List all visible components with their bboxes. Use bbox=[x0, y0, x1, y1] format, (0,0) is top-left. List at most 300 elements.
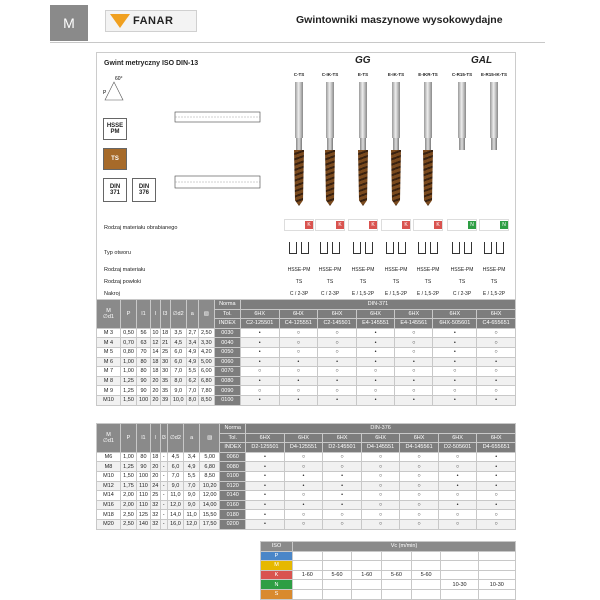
table-cell: 7,0 bbox=[167, 471, 183, 481]
availability-cell: • bbox=[395, 395, 433, 405]
availability-cell: • bbox=[323, 471, 362, 481]
availability-cell: • bbox=[477, 500, 516, 510]
col-header: a bbox=[184, 424, 200, 453]
coating-value: TS bbox=[424, 279, 432, 285]
brand-logo bbox=[105, 10, 197, 32]
availability-cell: • bbox=[433, 395, 477, 405]
table-cell: 35 bbox=[162, 387, 169, 394]
table-cell: 20 bbox=[152, 397, 159, 404]
table-cell: M16 bbox=[97, 500, 121, 510]
index-cell: 0100 bbox=[220, 471, 246, 481]
vc-cell: 10-30 bbox=[441, 580, 478, 590]
table-row bbox=[97, 395, 516, 405]
availability-cell: • bbox=[246, 500, 285, 510]
col-header: ∅d2 bbox=[167, 424, 183, 453]
norma-label: Norma bbox=[220, 424, 246, 434]
table-cell: 2,50 bbox=[121, 510, 137, 520]
availability-cell: ○ bbox=[400, 510, 439, 520]
iso-cell: S bbox=[261, 589, 293, 599]
table-cell: 15,50 bbox=[200, 510, 220, 520]
coating-value: TS bbox=[359, 279, 367, 285]
table-cell: 100 bbox=[137, 395, 151, 405]
hole-type-label: Typ otworu bbox=[104, 250, 131, 256]
availability-cell: ○ bbox=[477, 510, 516, 520]
index-cell: 0050 bbox=[214, 347, 240, 357]
tool-code: D2-505601 bbox=[438, 443, 477, 453]
col-header: ∅d2 bbox=[170, 300, 186, 329]
iso-cell: P bbox=[261, 551, 293, 561]
availability-cell: • bbox=[477, 452, 516, 462]
vc-cell bbox=[478, 589, 515, 599]
tap-image bbox=[324, 82, 336, 214]
availability-cell: • bbox=[279, 357, 318, 367]
col-m: M ∅d1 bbox=[97, 424, 121, 453]
vc-header: Vc (m/min) bbox=[293, 542, 516, 552]
table-cell: M20 bbox=[97, 519, 121, 529]
hole-type-icon bbox=[289, 242, 319, 258]
pitch-label: P bbox=[103, 90, 107, 96]
tool-code: 6HX-505601 bbox=[433, 319, 477, 329]
availability-cell: • bbox=[395, 357, 433, 367]
table-cell: 70 bbox=[137, 347, 151, 357]
vc-table bbox=[260, 541, 516, 600]
section-tab bbox=[50, 5, 88, 41]
sharpening-value: C / 2-3P bbox=[320, 291, 340, 297]
din-371-table bbox=[96, 299, 516, 406]
table-cell: 80 bbox=[137, 452, 151, 462]
table-cell: 12,0 bbox=[167, 500, 183, 510]
table-cell: 8,0 bbox=[170, 376, 186, 386]
table-cell: M10 bbox=[97, 471, 121, 481]
material-icon: K bbox=[434, 221, 442, 229]
divider bbox=[50, 42, 545, 43]
table-cell: 25 bbox=[162, 349, 169, 356]
table-cell: 30 bbox=[162, 368, 169, 375]
availability-cell: • bbox=[356, 357, 394, 367]
table-cell: 20 bbox=[152, 473, 159, 480]
table-cell: 2,50 bbox=[198, 328, 214, 338]
availability-cell: ○ bbox=[361, 500, 400, 510]
index-cell: 0080 bbox=[214, 376, 240, 386]
index-cell: 0100 bbox=[214, 395, 240, 405]
col-header: P bbox=[121, 424, 137, 453]
availability-cell: • bbox=[356, 376, 394, 386]
tool-code: E4-145551 bbox=[356, 319, 394, 329]
availability-cell: • bbox=[323, 500, 362, 510]
table-cell: 9,0 bbox=[167, 481, 183, 491]
tool-code: D2-145501 bbox=[323, 443, 362, 453]
tol-value: 6HX bbox=[361, 433, 400, 443]
availability-cell: • bbox=[433, 347, 477, 357]
vc-cell bbox=[478, 551, 515, 561]
col-header: ▧ bbox=[198, 300, 214, 329]
table-cell: 39 bbox=[162, 397, 169, 404]
table-cell: 1,25 bbox=[121, 462, 137, 472]
availability-cell: ○ bbox=[279, 367, 318, 377]
tool-code: D4-145561 bbox=[400, 443, 439, 453]
logo-mark bbox=[110, 14, 130, 28]
availability-cell: ○ bbox=[400, 471, 439, 481]
availability-cell: • bbox=[433, 338, 477, 348]
tool-code-c-r15-ts: C-R15-TS bbox=[451, 72, 473, 77]
vc-row bbox=[261, 580, 516, 590]
material-type-value: HSSE-PM bbox=[351, 267, 375, 273]
table-row bbox=[97, 357, 516, 367]
table-cell: 32 bbox=[152, 502, 159, 509]
material-icon: N bbox=[468, 221, 476, 229]
page-title: Gwintowniki maszynowe wysokowydajne bbox=[296, 14, 503, 26]
col-header: l3 bbox=[160, 300, 170, 329]
availability-cell: • bbox=[246, 491, 285, 501]
table-cell: M14 bbox=[97, 491, 121, 501]
din-371-badge: DIN 371 bbox=[103, 178, 127, 202]
tool-code-e-ik-ts: E-IK-TS bbox=[387, 72, 405, 77]
tool-code: D4-145551 bbox=[361, 443, 400, 453]
index-cell: 0030 bbox=[214, 328, 240, 338]
table-cell: 18 bbox=[152, 454, 159, 461]
coating-value: TS bbox=[295, 279, 303, 285]
tol-value: 6HX bbox=[323, 433, 362, 443]
availability-cell: ○ bbox=[240, 386, 279, 396]
table-cell: 7,0 bbox=[170, 367, 186, 377]
availability-cell: • bbox=[240, 395, 279, 405]
sharpening-value: E / 1,5-2P bbox=[384, 291, 408, 297]
table-cell: 2,00 bbox=[121, 500, 137, 510]
availability-cell: ○ bbox=[438, 510, 477, 520]
group-gg-label: GG bbox=[355, 55, 371, 66]
col-header: l bbox=[151, 300, 161, 329]
norma-label: Norma bbox=[214, 300, 240, 310]
table-cell: 14 bbox=[152, 349, 159, 356]
table-cell: 12,0 bbox=[184, 519, 200, 529]
material-type-label: Rodzaj materiału bbox=[104, 267, 146, 273]
vc-cell bbox=[322, 580, 352, 590]
availability-cell: ○ bbox=[361, 452, 400, 462]
availability-cell: • bbox=[477, 395, 516, 405]
tol-value: 6HX bbox=[279, 309, 318, 319]
table-cell: 6,0 bbox=[170, 357, 186, 367]
table-cell: 5,5 bbox=[184, 471, 200, 481]
table-cell: 5,5 bbox=[186, 367, 198, 377]
table-cell: - bbox=[160, 519, 167, 529]
vc-cell: 1-60 bbox=[352, 570, 382, 580]
availability-cell: ○ bbox=[395, 367, 433, 377]
thread-profile-icon bbox=[105, 82, 123, 100]
table-cell: 8,50 bbox=[198, 395, 214, 405]
table-cell: 18 bbox=[162, 330, 169, 337]
index-cell: 0080 bbox=[220, 462, 246, 472]
material-icon: K bbox=[369, 221, 377, 229]
hole-type-icon bbox=[452, 242, 482, 258]
tol-value: 6HX bbox=[240, 309, 279, 319]
table-cell: 2,50 bbox=[121, 519, 137, 529]
availability-cell: • bbox=[356, 347, 394, 357]
sharpening-value: E / 1,5-2P bbox=[351, 291, 375, 297]
availability-cell: ○ bbox=[361, 519, 400, 529]
table-cell: - bbox=[160, 471, 167, 481]
availability-cell: • bbox=[246, 471, 285, 481]
availability-cell: • bbox=[246, 481, 285, 491]
table-row bbox=[97, 452, 516, 462]
table-cell: 4,5 bbox=[167, 452, 183, 462]
iso-cell: N bbox=[261, 580, 293, 590]
vc-cell bbox=[441, 561, 478, 571]
table-cell: 140 bbox=[137, 519, 151, 529]
hsse-pm-badge: HSSE PM bbox=[103, 118, 127, 140]
table-row bbox=[97, 462, 516, 472]
table-cell: 6,80 bbox=[200, 462, 220, 472]
availability-cell: • bbox=[246, 510, 285, 520]
index-cell: 0140 bbox=[220, 491, 246, 501]
table-cell: M 7 bbox=[97, 367, 121, 377]
table-cell: 7,0 bbox=[184, 481, 200, 491]
col-header: l1 bbox=[137, 300, 151, 329]
availability-cell: ○ bbox=[477, 386, 516, 396]
tool-code: D2-125501 bbox=[246, 443, 285, 453]
vc-row bbox=[261, 551, 516, 561]
norma-value: DIN-376 bbox=[246, 424, 516, 434]
vc-cell bbox=[352, 561, 382, 571]
table-cell: 12,00 bbox=[200, 491, 220, 501]
availability-cell: ○ bbox=[433, 367, 477, 377]
coating-label: Rodzaj powłoki bbox=[104, 279, 141, 285]
availability-cell: • bbox=[433, 376, 477, 386]
tool-code-e-ts: E-TS bbox=[357, 72, 369, 77]
availability-cell: ○ bbox=[284, 491, 323, 501]
availability-cell: ○ bbox=[361, 462, 400, 472]
material-type-value: HSSE-PM bbox=[287, 267, 311, 273]
col-m: M ∅d1 bbox=[97, 300, 121, 329]
availability-cell: ○ bbox=[395, 338, 433, 348]
vc-cell bbox=[441, 589, 478, 599]
availability-cell: ○ bbox=[400, 452, 439, 462]
table-cell: 24 bbox=[152, 482, 159, 489]
vc-row bbox=[261, 570, 516, 580]
iso-cell: M bbox=[261, 561, 293, 571]
sharpening-value: E / 1,5-2P bbox=[416, 291, 440, 297]
table-cell: 6,00 bbox=[198, 367, 214, 377]
sharpening-value: E / 1,5-2P bbox=[482, 291, 506, 297]
din-376-badge: DIN 376 bbox=[132, 178, 156, 202]
vc-cell bbox=[293, 561, 323, 571]
tap-image bbox=[357, 82, 369, 214]
brand-name: FANAR bbox=[133, 15, 174, 27]
vc-cell bbox=[478, 570, 515, 580]
index-cell: 0070 bbox=[214, 367, 240, 377]
table-cell: - bbox=[160, 462, 167, 472]
table-cell: M 6 bbox=[97, 357, 121, 367]
index-label: INDEX bbox=[220, 443, 246, 453]
availability-cell: ○ bbox=[400, 462, 439, 472]
table-row bbox=[97, 491, 516, 501]
table-cell: 25 bbox=[152, 492, 159, 499]
availability-cell: ○ bbox=[361, 491, 400, 501]
vc-cell bbox=[352, 580, 382, 590]
table-cell: M12 bbox=[97, 481, 121, 491]
availability-cell: • bbox=[284, 481, 323, 491]
din-376-table bbox=[96, 423, 516, 530]
table-cell: 17,50 bbox=[200, 519, 220, 529]
availability-cell: ○ bbox=[318, 367, 357, 377]
vc-cell: 5-60 bbox=[382, 570, 412, 580]
table-cell: 18 bbox=[152, 358, 159, 365]
tol-label: Tol. bbox=[214, 309, 240, 319]
table-cell: 7,0 bbox=[186, 386, 198, 396]
index-cell: 0160 bbox=[220, 500, 246, 510]
availability-cell: • bbox=[356, 338, 394, 348]
table-cell: 3,4 bbox=[184, 452, 200, 462]
availability-cell: ○ bbox=[323, 452, 362, 462]
tol-value: 6HX bbox=[318, 309, 357, 319]
table-row bbox=[97, 471, 516, 481]
table-cell: 125 bbox=[137, 510, 151, 520]
vc-row bbox=[261, 589, 516, 599]
angle-label: 60° bbox=[115, 76, 123, 82]
availability-cell: ○ bbox=[240, 367, 279, 377]
table-cell: 14,0 bbox=[167, 510, 183, 520]
table-cell: 80 bbox=[137, 357, 151, 367]
availability-cell: ○ bbox=[323, 519, 362, 529]
table-cell: 90 bbox=[137, 462, 151, 472]
availability-cell: ○ bbox=[318, 386, 357, 396]
availability-cell: ○ bbox=[433, 386, 477, 396]
table-cell: 2,00 bbox=[121, 491, 137, 501]
table-cell: 0,80 bbox=[121, 347, 137, 357]
availability-cell: • bbox=[356, 328, 394, 338]
availability-cell: • bbox=[284, 471, 323, 481]
table-cell: M 8 bbox=[97, 376, 121, 386]
availability-cell: • bbox=[477, 376, 516, 386]
table-cell: 20 bbox=[152, 387, 159, 394]
table-cell: 8,0 bbox=[186, 395, 198, 405]
availability-cell: • bbox=[246, 452, 285, 462]
table-cell: 18 bbox=[152, 368, 159, 375]
ts-coating-badge: TS bbox=[103, 148, 127, 170]
tool-code: D4-655651 bbox=[477, 443, 516, 453]
table-cell: 110 bbox=[137, 491, 151, 501]
tol-value: 6HX bbox=[477, 309, 516, 319]
tol-value: 6HX bbox=[284, 433, 323, 443]
availability-cell: • bbox=[438, 471, 477, 481]
table-row bbox=[97, 338, 516, 348]
table-cell: M 4 bbox=[97, 338, 121, 348]
index-cell: 0040 bbox=[214, 338, 240, 348]
material-icon: N bbox=[500, 221, 508, 229]
table-cell: 2,7 bbox=[186, 328, 198, 338]
vc-cell bbox=[382, 561, 412, 571]
table-cell: 1,00 bbox=[121, 357, 137, 367]
table-row bbox=[97, 367, 516, 377]
availability-cell: ○ bbox=[284, 452, 323, 462]
table-cell: 1,25 bbox=[121, 386, 137, 396]
vc-cell bbox=[441, 551, 478, 561]
availability-cell: • bbox=[240, 328, 279, 338]
table-cell: 3,30 bbox=[198, 338, 214, 348]
table-cell: 10 bbox=[152, 330, 159, 337]
availability-cell: ○ bbox=[356, 386, 394, 396]
vc-cell: 5-60 bbox=[322, 570, 352, 580]
index-cell: 0180 bbox=[220, 510, 246, 520]
table-cell: 6,0 bbox=[167, 462, 183, 472]
availability-cell: ○ bbox=[438, 519, 477, 529]
material-type-value: HSSE-PM bbox=[384, 267, 408, 273]
tap-image bbox=[422, 82, 434, 214]
table-row bbox=[97, 386, 516, 396]
table-cell: 4,9 bbox=[184, 462, 200, 472]
vc-cell bbox=[411, 551, 441, 561]
tol-value: 6HX bbox=[356, 309, 394, 319]
table-cell: - bbox=[160, 452, 167, 462]
tol-value: 6HX bbox=[438, 433, 477, 443]
coating-value: TS bbox=[392, 279, 400, 285]
index-cell: 0060 bbox=[214, 357, 240, 367]
table-cell: M6 bbox=[97, 452, 121, 462]
index-cell: 0060 bbox=[220, 452, 246, 462]
availability-cell: • bbox=[477, 462, 516, 472]
table-cell: 56 bbox=[137, 328, 151, 338]
material-icon: K bbox=[402, 221, 410, 229]
table-cell: 6,80 bbox=[198, 376, 214, 386]
table-cell: 1,75 bbox=[121, 481, 137, 491]
availability-cell: • bbox=[356, 395, 394, 405]
table-cell: 7,80 bbox=[198, 386, 214, 396]
vc-cell: 1-60 bbox=[293, 570, 323, 580]
availability-cell: • bbox=[240, 376, 279, 386]
col-header: l1 bbox=[137, 424, 151, 453]
iso-cell: K bbox=[261, 570, 293, 580]
availability-cell: • bbox=[246, 462, 285, 472]
panel-subtitle: Gwint metryczny ISO DIN-13 bbox=[104, 60, 199, 67]
vc-cell bbox=[441, 570, 478, 580]
iso-header: ISO bbox=[261, 542, 293, 552]
availability-cell: • bbox=[433, 357, 477, 367]
material-type-value: HSSE-PM bbox=[318, 267, 342, 273]
vc-cell: 10-30 bbox=[478, 580, 515, 590]
col-header: a bbox=[186, 300, 198, 329]
table-cell: M8 bbox=[97, 462, 121, 472]
availability-cell: ○ bbox=[477, 338, 516, 348]
availability-cell: ○ bbox=[361, 471, 400, 481]
material-type-value: HSSE-PM bbox=[482, 267, 506, 273]
hole-type-icon bbox=[353, 242, 383, 258]
availability-cell: ○ bbox=[361, 510, 400, 520]
vc-cell bbox=[411, 580, 441, 590]
tap-image bbox=[390, 82, 402, 214]
table-cell: 6,2 bbox=[186, 376, 198, 386]
tol-value: 6HX bbox=[400, 433, 439, 443]
index-cell: 0200 bbox=[220, 519, 246, 529]
tap-image bbox=[456, 82, 468, 214]
table-cell: 1,50 bbox=[121, 395, 137, 405]
availability-cell: ○ bbox=[395, 347, 433, 357]
tap-image bbox=[488, 82, 500, 214]
availability-cell: • bbox=[246, 519, 285, 529]
table-cell: 80 bbox=[137, 367, 151, 377]
norma-value: DIN-371 bbox=[240, 300, 515, 310]
tool-code-c-ts: C-TS bbox=[293, 72, 305, 77]
col-header: P bbox=[121, 300, 137, 329]
table-cell: - bbox=[160, 500, 167, 510]
tool-code: E4-145561 bbox=[395, 319, 433, 329]
table-cell: 14,00 bbox=[200, 500, 220, 510]
index-label: INDEX bbox=[214, 319, 240, 329]
availability-cell: ○ bbox=[477, 328, 516, 338]
availability-cell: ○ bbox=[400, 481, 439, 491]
material-label: Rodzaj materiału obrabianego bbox=[104, 225, 178, 231]
availability-cell: ○ bbox=[323, 510, 362, 520]
table-cell: 100 bbox=[137, 471, 151, 481]
table-cell: 10,0 bbox=[170, 395, 186, 405]
